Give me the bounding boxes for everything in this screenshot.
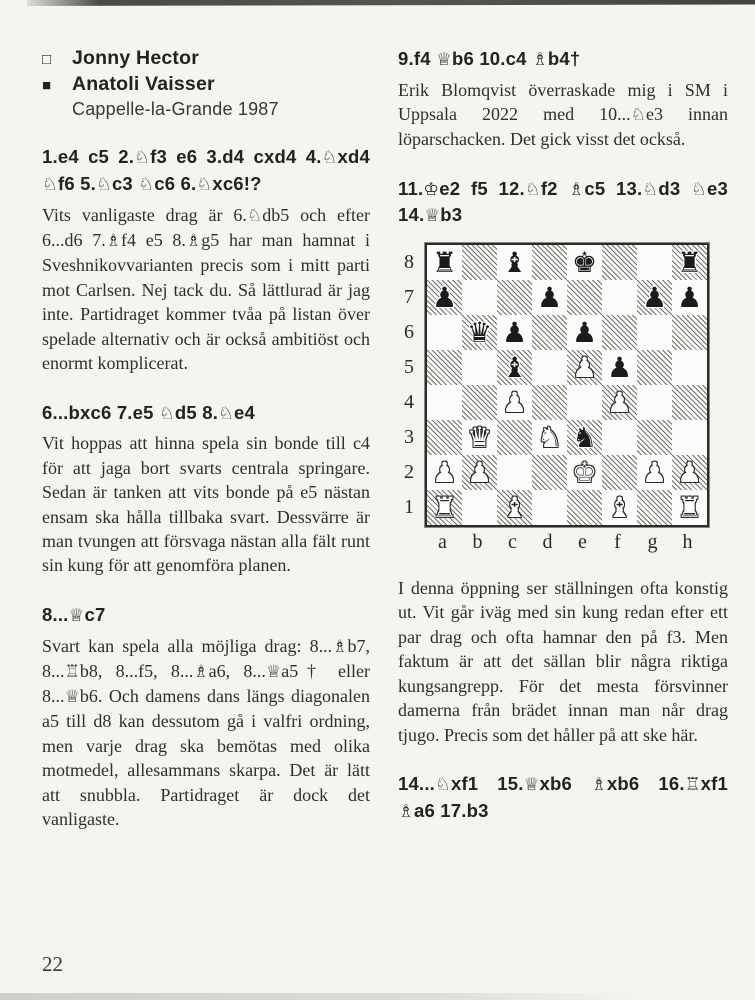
piece-white-rook: ♜ bbox=[676, 491, 703, 524]
square-g8 bbox=[637, 245, 672, 280]
piece-black-pawn: ♟ bbox=[641, 281, 668, 314]
square-e7 bbox=[567, 280, 602, 315]
square-c3 bbox=[497, 420, 532, 455]
square-h6 bbox=[672, 315, 707, 350]
square-d3 bbox=[532, 420, 567, 455]
black-player-name: Anatoli Vaisser bbox=[72, 72, 215, 95]
commentary-2: Vit hoppas att hinna spela sin bonde till c4 för att jaga bort svarts centrala springare. Sedan är tanken att vits bonde på e5 nästan ensam ska hålla tillbaka svart. Dessvärre är man tvungen att försvaga nästan alla fält runt sin kung för att genomföra planen. bbox=[42, 433, 370, 576]
square-b2 bbox=[462, 455, 497, 490]
piece-white-pawn: ♟ bbox=[501, 386, 528, 419]
square-c7 bbox=[497, 280, 532, 315]
rank-labels bbox=[398, 243, 420, 525]
piece-white-knight: ♞ bbox=[536, 421, 563, 454]
white-player-line bbox=[42, 46, 370, 72]
square-e2 bbox=[567, 455, 602, 490]
rank-label-3: 3 bbox=[404, 426, 414, 448]
piece-black-pawn: ♟ bbox=[501, 316, 528, 349]
white-player-name: Jonny Hector bbox=[72, 47, 200, 69]
rank-label-1: 1 bbox=[404, 496, 414, 518]
square-c1 bbox=[497, 490, 532, 525]
square-e6 bbox=[567, 315, 602, 350]
square-b8 bbox=[462, 245, 497, 280]
file-label-c: c bbox=[508, 531, 517, 553]
piece-black-pawn: ♟ bbox=[431, 281, 458, 314]
commentary-1: Vits vanligaste drag är 6.♘db5 och efter 6...d6 7.♗f4 e5 8.♗g5 har man hamnat i Sveshnikovvarianten precis som i mitt parti mot Carlsen. Nej tack du. Så lättlurad är jag inte. Partidraget kommer tvåa på listan över spelade alternativ och är också ambitiöst och enormt komplicerat. bbox=[42, 204, 370, 374]
piece-white-pawn: ♟ bbox=[431, 456, 458, 489]
piece-white-pawn: ♟ bbox=[606, 386, 633, 419]
square-b4 bbox=[462, 385, 497, 420]
chess-diagram bbox=[398, 243, 728, 554]
square-d5 bbox=[532, 350, 567, 385]
square-g4 bbox=[637, 385, 672, 420]
square-c4 bbox=[497, 385, 532, 420]
scan-edge-top bbox=[27, 0, 755, 6]
square-a4 bbox=[427, 385, 462, 420]
piece-black-pawn: ♟ bbox=[676, 281, 703, 314]
square-d7 bbox=[532, 280, 567, 315]
piece-white-pawn: ♟ bbox=[676, 456, 703, 489]
square-h5 bbox=[672, 350, 707, 385]
square-h7 bbox=[672, 280, 707, 315]
piece-white-bishop: ♝ bbox=[501, 491, 528, 524]
file-label-g: g bbox=[647, 531, 658, 553]
piece-black-knight: ♞ bbox=[571, 421, 598, 454]
square-b3 bbox=[462, 420, 497, 455]
square-f8 bbox=[602, 245, 637, 280]
square-f5 bbox=[602, 350, 637, 385]
square-c5 bbox=[497, 350, 532, 385]
file-label-b: b bbox=[472, 531, 483, 553]
file-label-a: a bbox=[438, 531, 447, 553]
square-d4 bbox=[532, 385, 567, 420]
square-h8 bbox=[672, 245, 707, 280]
rank-label-8: 8 bbox=[404, 251, 414, 273]
square-f3 bbox=[602, 420, 637, 455]
rank-label-6: 6 bbox=[404, 321, 414, 343]
piece-black-rook: ♜ bbox=[431, 246, 458, 279]
square-b5 bbox=[462, 350, 497, 385]
square-d6 bbox=[532, 315, 567, 350]
page-number: 22 bbox=[42, 952, 63, 976]
piece-black-bishop: ♝ bbox=[501, 351, 528, 384]
square-f2 bbox=[602, 455, 637, 490]
square-b6 bbox=[462, 315, 497, 350]
square-g5 bbox=[637, 350, 672, 385]
left-column bbox=[42, 46, 370, 832]
piece-white-rook: ♜ bbox=[431, 491, 458, 524]
square-h4 bbox=[672, 385, 707, 420]
square-a2 bbox=[427, 455, 462, 490]
piece-black-pawn: ♟ bbox=[571, 316, 598, 349]
square-a1 bbox=[427, 490, 462, 525]
square-b1 bbox=[462, 490, 497, 525]
square-f6 bbox=[602, 315, 637, 350]
square-a5 bbox=[427, 350, 462, 385]
file-label-d: d bbox=[542, 531, 553, 553]
square-e1 bbox=[567, 490, 602, 525]
rank-label-7: 7 bbox=[404, 286, 414, 308]
scan-edge-bottom bbox=[0, 993, 645, 1000]
square-h3 bbox=[672, 420, 707, 455]
move-sequence-2: 6...bxc6 7.e5 ♘d5 8.♘e4 bbox=[42, 401, 256, 424]
move-sequence-1: 1.e4 c5 2.♘f3 e6 3.d4 cxd4 4.♘xd4 ♘f6 5.♘c3 ♘c6 6.♘xc6!? bbox=[42, 146, 370, 196]
rank-label-5: 5 bbox=[404, 356, 414, 378]
square-c6 bbox=[497, 315, 532, 350]
square-g7 bbox=[637, 280, 672, 315]
rank-label-4: 4 bbox=[404, 391, 414, 413]
square-b7 bbox=[462, 280, 497, 315]
piece-black-king: ♚ bbox=[571, 246, 598, 279]
square-e8 bbox=[567, 245, 602, 280]
piece-white-pawn: ♟ bbox=[641, 456, 668, 489]
black-square-icon: ■ bbox=[42, 76, 52, 94]
square-c2 bbox=[497, 455, 532, 490]
square-d1 bbox=[532, 490, 567, 525]
piece-black-pawn: ♟ bbox=[536, 281, 563, 314]
square-f7 bbox=[602, 280, 637, 315]
square-g2 bbox=[637, 455, 672, 490]
square-h2 bbox=[672, 455, 707, 490]
white-square-icon: □ bbox=[42, 51, 52, 68]
square-e3 bbox=[567, 420, 602, 455]
file-labels bbox=[425, 531, 728, 554]
square-c8 bbox=[497, 245, 532, 280]
move-sequence-4: 9.f4 ♕b6 10.c4 ♗b4† bbox=[398, 48, 581, 70]
piece-black-bishop: ♝ bbox=[501, 246, 528, 279]
rank-label-2: 2 bbox=[404, 461, 414, 483]
move-sequence-6: 14...♘xf1 15.♕xb6 ♗xb6 16.♖xf1 ♗a6 17.b3 bbox=[398, 773, 728, 822]
square-a8 bbox=[427, 245, 462, 280]
square-a6 bbox=[427, 315, 462, 350]
commentary-3: Svart kan spela alla möjliga drag: 8...♗b7, 8...♖b8, 8...f5, 8...♗a6, 8...♕a5† eller 8...♕b6. Och damens dans längs diagonalen a5 till d8 kan dessutom gå i valfri ordning, men varje drag ska bemötas med olika motmedel, allesammans skarpa. Det är lätt att snubbla. Partidraget är dock det vanligaste. bbox=[42, 635, 370, 830]
move-sequence-5: 11.♔e2 f5 12.♘f2 ♗c5 13.♘d3 ♘e3 14.♕b3 bbox=[398, 177, 728, 227]
piece-white-king: ♚ bbox=[571, 456, 598, 489]
commentary-5: I denna öppning ser ställningen ofta konstig ut. Vit går iväg med sin kung redan efter ett par drag och ofta hamnar den på f3. Men faktum är att det sällan blir några riktiga kungsangrepp. För det mesta försvinner damerna från brädet innan man når drag tjugo. Precis som det håller på att ske här. bbox=[398, 578, 728, 745]
piece-black-pawn: ♟ bbox=[606, 351, 633, 384]
square-a7 bbox=[427, 280, 462, 315]
game-header bbox=[42, 46, 370, 120]
square-g1 bbox=[637, 490, 672, 525]
piece-white-bishop: ♝ bbox=[606, 491, 633, 524]
right-column bbox=[398, 46, 728, 830]
file-label-f: f bbox=[614, 531, 621, 553]
move-sequence-3: 8...♕c7 bbox=[42, 603, 106, 626]
square-f1 bbox=[602, 490, 637, 525]
square-h1 bbox=[672, 490, 707, 525]
square-g3 bbox=[637, 420, 672, 455]
square-e4 bbox=[567, 385, 602, 420]
file-label-h: h bbox=[682, 531, 693, 553]
square-e5 bbox=[567, 350, 602, 385]
chess-board bbox=[425, 243, 709, 527]
square-f4 bbox=[602, 385, 637, 420]
piece-white-pawn: ♟ bbox=[571, 351, 598, 384]
black-player-line bbox=[42, 72, 370, 98]
piece-white-queen: ♛ bbox=[466, 421, 493, 454]
square-g6 bbox=[637, 315, 672, 350]
piece-black-queen: ♛ bbox=[466, 316, 493, 349]
square-d8 bbox=[532, 245, 567, 280]
piece-white-pawn: ♟ bbox=[466, 456, 493, 489]
commentary-4: Erik Blomqvist överraskade mig i SM i Uppsala 2022 med 10...♘e3 innan löparschacken. Det gick visst det också. bbox=[398, 79, 728, 150]
event-name: Cappelle-la-Grande 1987 bbox=[72, 99, 279, 120]
file-label-e: e bbox=[578, 531, 587, 553]
square-d2 bbox=[532, 455, 567, 490]
piece-black-rook: ♜ bbox=[676, 246, 703, 279]
square-a3 bbox=[427, 420, 462, 455]
